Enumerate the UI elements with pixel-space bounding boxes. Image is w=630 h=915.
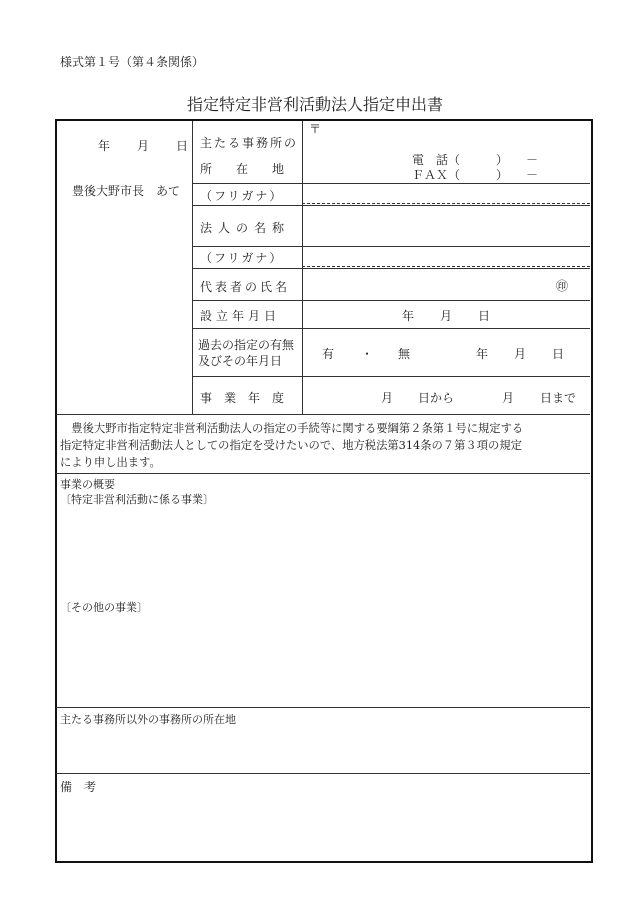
rep-name-input[interactable] bbox=[304, 270, 554, 299]
seal-icon: ㊞ bbox=[556, 279, 569, 293]
remarks-input[interactable] bbox=[60, 796, 584, 854]
date-day: 日 bbox=[175, 139, 188, 153]
est-year: 年 bbox=[402, 309, 415, 323]
other-business-heading: 〔その他の事業〕 bbox=[60, 601, 148, 614]
other-business-input[interactable] bbox=[60, 616, 584, 704]
other-offices-heading: 主たる事務所以外の事務所の所在地 bbox=[60, 713, 236, 726]
past-separator: ・ bbox=[361, 347, 374, 361]
statement-line3: により申し出ます。 bbox=[60, 456, 161, 469]
date-year: 年 bbox=[98, 139, 111, 153]
date-month: 月 bbox=[136, 139, 149, 153]
past-designation-label-1: 過去の指定の有無 bbox=[198, 338, 295, 352]
office-label-line1: 主たる事務所の bbox=[200, 136, 299, 150]
postal-mark: 〒 bbox=[309, 122, 322, 136]
past-designation-label-2: 及びその年月日 bbox=[198, 354, 283, 368]
fy-from-day: 日から bbox=[418, 391, 455, 405]
office-label-line2: 所 在 地 bbox=[200, 162, 285, 176]
specific-activity-input[interactable] bbox=[60, 508, 584, 594]
rep-name-label: 代表者の氏名 bbox=[200, 280, 291, 294]
form-number: 様式第１号（第４条関係） bbox=[60, 55, 205, 69]
application-date bbox=[98, 137, 188, 154]
furigana-label-corp: （フリガナ） bbox=[200, 189, 284, 203]
est-date-label: 設立年月日 bbox=[200, 309, 281, 323]
fy-from-month: 月 bbox=[381, 391, 394, 405]
fax-field[interactable]: ＦＡＸ（ ） － bbox=[412, 168, 539, 182]
est-day: 日 bbox=[477, 309, 490, 323]
remarks-heading: 備 考 bbox=[60, 780, 97, 794]
addressee: 豊後大野市長 あて bbox=[72, 184, 181, 198]
specific-activity-heading: 〔特定非営利活動に係る事業〕 bbox=[60, 493, 214, 506]
other-offices-input[interactable] bbox=[60, 727, 584, 769]
furigana-label-rep: （フリガナ） bbox=[200, 251, 284, 265]
page-title: 指定特定非営利活動法人指定申出書 bbox=[186, 95, 443, 114]
fy-to-day: 日まで bbox=[540, 391, 577, 405]
furigana-corp-input[interactable] bbox=[304, 185, 588, 203]
fiscal-year-label: 事 業 年 度 bbox=[200, 391, 285, 405]
statement-line1: 豊後大野市指定特定非営利活動法人の指定の手続等に関する要綱第２条第１号に規定する bbox=[60, 422, 524, 435]
furigana-rep-input[interactable] bbox=[304, 248, 588, 266]
past-day: 日 bbox=[551, 347, 564, 361]
past-no-option[interactable]: 無 bbox=[398, 347, 411, 361]
corp-name-label: 法人の名称 bbox=[200, 221, 291, 235]
past-year: 年 bbox=[476, 347, 489, 361]
est-month: 月 bbox=[439, 309, 452, 323]
fy-to-month: 月 bbox=[502, 391, 515, 405]
phone-field[interactable]: 電 話（ ） － bbox=[412, 153, 539, 167]
corp-name-input[interactable] bbox=[304, 207, 588, 245]
past-date-field[interactable] bbox=[476, 345, 564, 362]
past-month: 月 bbox=[513, 347, 526, 361]
statement-line2: 指定特定非営利活動法人としての指定を受けたいので、地方税法第314条の７第３項の規定 bbox=[60, 439, 522, 452]
fiscal-year-input[interactable] bbox=[304, 378, 588, 414]
past-yes-option[interactable]: 有 bbox=[322, 347, 335, 361]
business-overview-heading: 事業の概要 bbox=[60, 478, 115, 491]
est-date-field[interactable] bbox=[402, 307, 490, 324]
